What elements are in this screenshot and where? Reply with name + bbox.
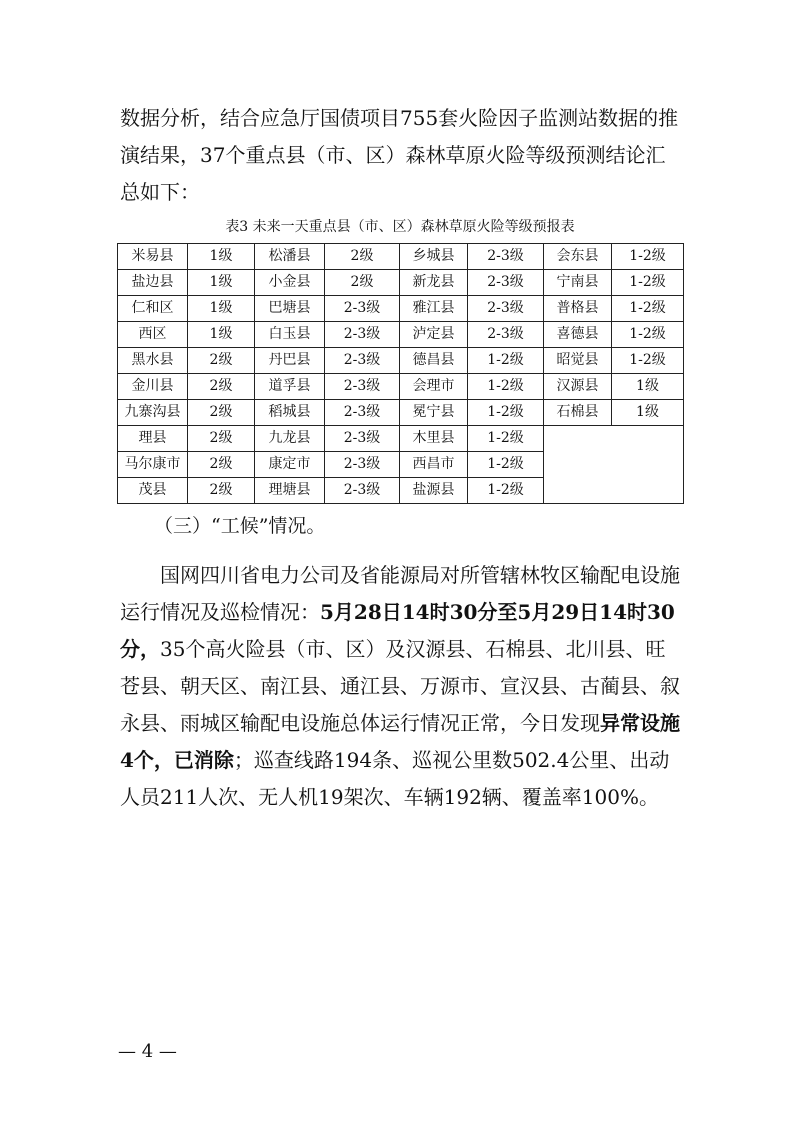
county-name-cell: 西昌市: [400, 452, 468, 478]
risk-level-cell: 2级: [325, 244, 400, 270]
county-name-cell: 白玉县: [255, 322, 325, 348]
county-name-cell: 德昌县: [400, 348, 468, 374]
risk-level-cell: 2-3级: [325, 426, 400, 452]
risk-level-cell: 2-3级: [325, 374, 400, 400]
county-name-cell: 石棉县: [544, 400, 612, 426]
risk-level-cell: 2-3级: [468, 322, 544, 348]
county-name-cell: 盐边县: [118, 270, 188, 296]
risk-level-cell: 1-2级: [468, 478, 544, 504]
body-paragraph: [120, 557, 680, 816]
risk-level-cell: 2级: [188, 478, 255, 504]
table-row: [118, 296, 684, 322]
county-name-cell: 会东县: [544, 244, 612, 270]
section-heading: （三）“工候”情况。: [154, 515, 326, 537]
risk-level-cell: 2-3级: [325, 322, 400, 348]
risk-level-cell: 1-2级: [612, 270, 684, 296]
intro-paragraph: 数据分析，结合应急厅国债项目755套火险因子监测站数据的推演结果，37个重点县（市、区）森林草原火险等级预测结论汇总如下：: [120, 106, 679, 204]
body-time-range: 5月28日14时30分至5月29日14时30分，: [120, 600, 675, 661]
risk-level-cell: 1-2级: [612, 322, 684, 348]
county-name-cell: 盐源县: [400, 478, 468, 504]
county-name-cell: 九龙县: [255, 426, 325, 452]
county-name-cell: 米易县: [118, 244, 188, 270]
county-name-cell: 西区: [118, 322, 188, 348]
risk-level-cell: 1-2级: [612, 244, 684, 270]
risk-level-cell: 2-3级: [468, 270, 544, 296]
risk-level-cell: 2级: [188, 374, 255, 400]
county-name-cell: 道孚县: [255, 374, 325, 400]
county-name-cell: 理县: [118, 426, 188, 452]
county-name-cell: 喜德县: [544, 322, 612, 348]
risk-level-cell: 2-3级: [468, 296, 544, 322]
table-row: [118, 322, 684, 348]
risk-level-cell: 2级: [188, 426, 255, 452]
county-name-cell: 马尔康市: [118, 452, 188, 478]
county-name-cell: 黑水县: [118, 348, 188, 374]
risk-level-cell: 2-3级: [325, 296, 400, 322]
table-row: [118, 426, 684, 452]
table-caption: 表3 未来一天重点县（市、区）森林草原火险等级预报表: [225, 219, 575, 235]
body-text-2: 35个高火险县（市、区）及汉源县、石棉县、北川县、旺苍县、朝天区、南江县、通江县、万源市、宣汉县、古蔺县、叙永县、雨城区输配电设施总体运行情况正常，今日发现: [120, 637, 680, 735]
risk-level-cell: 1级: [188, 296, 255, 322]
risk-level-cell: 2-3级: [325, 348, 400, 374]
risk-level-cell: 2级: [188, 400, 255, 426]
table-row: [118, 400, 684, 426]
risk-level-cell: 1-2级: [468, 400, 544, 426]
risk-level-cell: 2级: [188, 348, 255, 374]
county-name-cell: 丹巴县: [255, 348, 325, 374]
risk-level-cell: 2级: [188, 452, 255, 478]
county-name-cell: 巴塘县: [255, 296, 325, 322]
county-name-cell: 金川县: [118, 374, 188, 400]
county-name-cell: 宁南县: [544, 270, 612, 296]
county-name-cell: 普格县: [544, 296, 612, 322]
body-text-1: 国网四川省电力公司及省能源局对所管辖林牧区输配电设施运行情况及巡检情况：: [120, 563, 680, 624]
county-name-cell: 冕宁县: [400, 400, 468, 426]
risk-level-cell: 1-2级: [612, 348, 684, 374]
county-name-cell: 会理市: [400, 374, 468, 400]
county-name-cell: 新龙县: [400, 270, 468, 296]
county-name-cell: 乡城县: [400, 244, 468, 270]
county-name-cell: 松潘县: [255, 244, 325, 270]
county-name-cell: 木里县: [400, 426, 468, 452]
county-name-cell: 雅江县: [400, 296, 468, 322]
county-name-cell: 康定市: [255, 452, 325, 478]
county-name-cell: 昭觉县: [544, 348, 612, 374]
page-number: — 4 —: [118, 1041, 177, 1062]
risk-level-cell: 1-2级: [612, 296, 684, 322]
risk-level-cell: 2级: [325, 270, 400, 296]
fire-risk-table: [117, 243, 684, 504]
risk-level-cell: 1-2级: [468, 374, 544, 400]
table-row: [118, 270, 684, 296]
county-name-cell: 小金县: [255, 270, 325, 296]
risk-level-cell: 1-2级: [468, 452, 544, 478]
risk-level-cell: 1-2级: [468, 348, 544, 374]
risk-level-cell: 2-3级: [468, 244, 544, 270]
risk-level-cell: 1级: [612, 400, 684, 426]
county-name-cell: 仁和区: [118, 296, 188, 322]
risk-level-cell: 1级: [188, 270, 255, 296]
risk-level-cell: 2-3级: [325, 478, 400, 504]
body-text-3: ；巡查线路194条、巡视公里数502.4公里、出动人员211人次、无人机19架次、车辆192辆、覆盖率100%。: [120, 748, 670, 809]
county-name-cell: 泸定县: [400, 322, 468, 348]
risk-level-cell: 2-3级: [325, 452, 400, 478]
risk-level-cell: 1-2级: [468, 426, 544, 452]
county-name-cell: 理塘县: [255, 478, 325, 504]
risk-level-cell: 1级: [612, 374, 684, 400]
body-abnormal-facilities: 异常设施4个，已消除: [120, 711, 680, 772]
county-name-cell: 稻城县: [255, 400, 325, 426]
table-row: [118, 244, 684, 270]
county-name-cell: 汉源县: [544, 374, 612, 400]
county-name-cell: 九寨沟县: [118, 400, 188, 426]
table-row: [118, 374, 684, 400]
risk-level-cell: 1级: [188, 322, 255, 348]
empty-merged-cell: [544, 426, 684, 504]
table-row: [118, 348, 684, 374]
risk-level-cell: 2-3级: [325, 400, 400, 426]
county-name-cell: 茂县: [118, 478, 188, 504]
risk-level-cell: 1级: [188, 244, 255, 270]
